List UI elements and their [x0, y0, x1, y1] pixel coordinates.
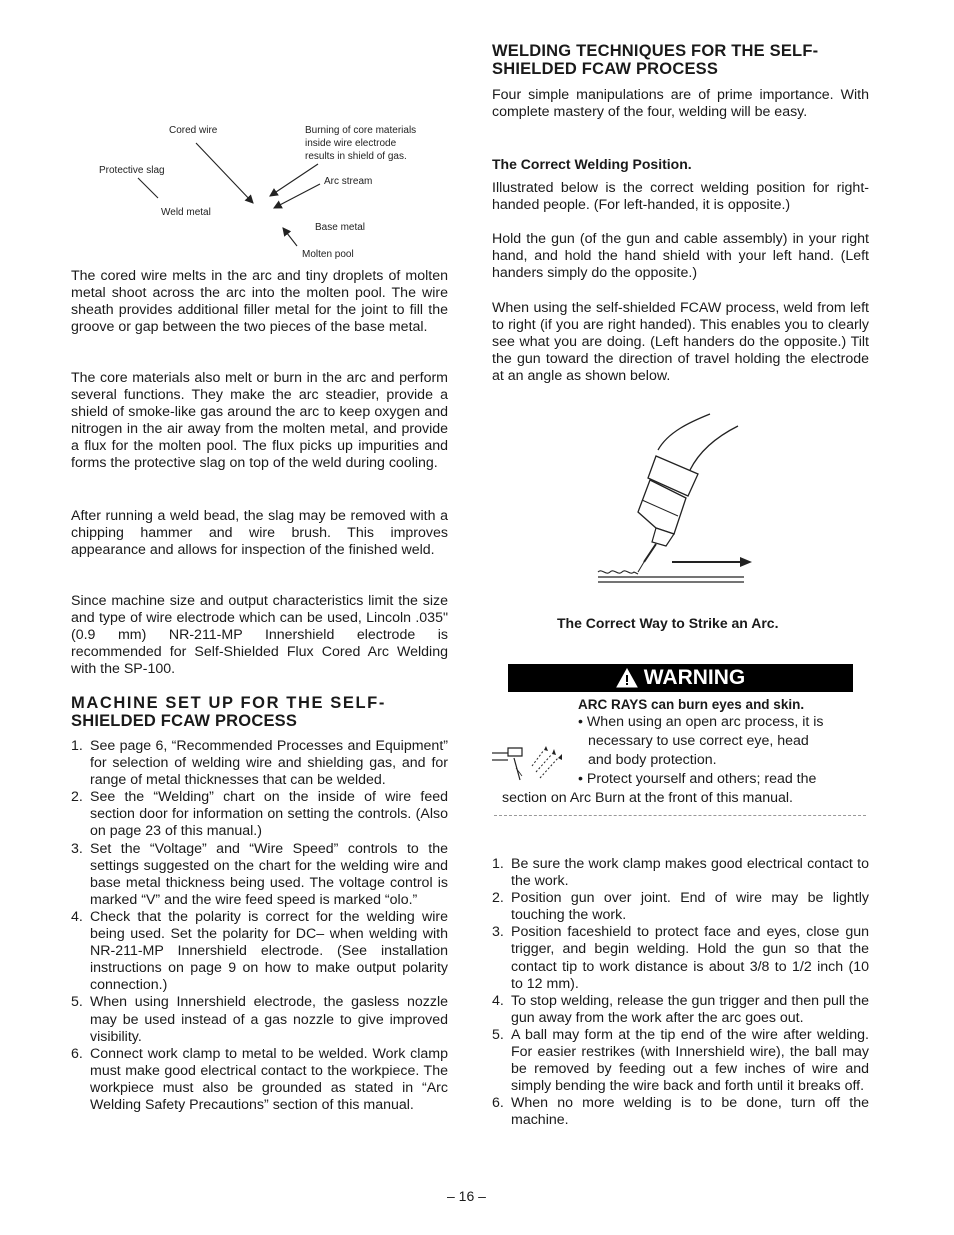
right-paragraph-2: Hold the gun (of the gun and cable assembly) in your right hand, and hold the hand shield with your left hand. (Left handers simply do the opposite.): [492, 231, 869, 282]
right-paragraph-3: When using the self-shielded FCAW process, weld from left to right (if you are right handed). This enables you to clearly see what you are doing. (Left handers do the opposite.) Tilt the gun toward the direction of travel holding the electrode at an angle as shown below.: [492, 300, 869, 385]
list-item: [492, 924, 869, 992]
list-item-text: Set the “Voltage” and “Wire Speed” controls to the settings suggested on the chart for the welding wire and base metal thickness being used. The voltage control is marked “V” and the wire feed speed is marked “olo.”: [90, 840, 448, 908]
label-protective-slag: Protective slag: [99, 165, 165, 176]
list-item-text: See the “Welding” chart on the inside of wire feed section door for information on setting the controls. (Also on page 23 of this manual.): [90, 789, 448, 840]
figure-caption: The Correct Way to Strike an Arc.: [557, 615, 779, 631]
label-base-metal: Base metal: [315, 222, 366, 233]
divider: [494, 815, 866, 816]
welding-techniques-heading-line2: SHIELDED FCAW PROCESS: [492, 60, 719, 78]
machine-setup-heading-line2: SHIELDED FCAW PROCESS: [71, 712, 298, 730]
list-item-text: When using Innershield electrode, the gasless nozzle may be used instead of a gas nozzle to give improved visibility.: [90, 994, 448, 1045]
list-item-text: When no more welding is to be done, turn off the machine.: [511, 1095, 869, 1129]
list-item: [492, 890, 869, 924]
list-item: [71, 789, 448, 840]
list-item-number: 4.: [71, 908, 83, 925]
fcaw-diagram: [0, 0, 460, 270]
list-item-text: Position faceshield to protect face and eyes, close gun trigger, and begin welding. Hold the gun so that the contact tip to work distance is about 3/8 to 1/2 inch (10 to 12 mm).: [511, 924, 869, 992]
list-item-number: 6.: [71, 1045, 83, 1062]
welding-techniques-heading-line1: WELDING TECHNIQUES FOR THE SELF-: [492, 42, 819, 60]
machine-setup-steps: [71, 738, 448, 1114]
correct-position-subheading: The Correct Welding Position.: [492, 156, 692, 172]
welding-techniques-heading: [492, 42, 818, 78]
label-burning-3: results in shield of gas.: [305, 151, 407, 162]
list-item: [71, 994, 448, 1045]
list-item: [71, 909, 448, 994]
list-item: [71, 738, 448, 789]
warning-title: WARNING: [643, 666, 746, 689]
arc-rays-icon: [492, 736, 574, 784]
list-item-text: A ball may form at the tip end of the wire after welding. For easier restrikes (with Innershield wire), the ball may be removed by feeding out a few inches of wire and simply bending the wire back and forth until it breaks off.: [511, 1026, 869, 1095]
label-molten-pool: Molten pool: [302, 249, 354, 260]
list-item-number: 4.: [492, 992, 504, 1009]
list-item-number: 5.: [492, 1026, 504, 1043]
list-item-number: 2.: [492, 890, 504, 907]
list-item-text: Position gun over joint. End of wire may be lightly touching the work.: [511, 890, 869, 924]
left-paragraph-4: Since machine size and output characteristics limit the size and type of wire electrode which can be used, Lincoln .035" (0.9 mm) NR-211-MP Innershield electrode is recommended for Self-Shielded Flux Cored Arc Welding with the SP-100.: [71, 593, 448, 678]
list-item-number: 2.: [71, 789, 83, 806]
machine-setup-heading-line1: MACHINE SET UP FOR THE SELF-: [71, 694, 386, 712]
left-paragraph-2: The core materials also melt or burn in the arc and perform several functions. They make the arc steadier, provide a shield of smoke-like gas around the arc to keep oxygen and nitrogen in the air away from the molten metal, and provide a flux for the molten pool. The flux picks up impurities and forms the protective slag on top of the weld during cooling.: [71, 370, 448, 472]
label-cored-wire: Cored wire: [169, 125, 218, 136]
list-item: [492, 993, 869, 1027]
list-item: [71, 1046, 448, 1114]
warning-bullet-1: • When using an open arc process, it is: [578, 714, 824, 730]
warning-bullet-2: • Protect yourself and others; read the: [578, 771, 817, 787]
warning-headline: ARC RAYS can burn eyes and skin.: [578, 697, 805, 712]
page-number: – 16 –: [447, 1188, 486, 1204]
list-item-text: Check that the polarity is correct for the welding wire being used. Set the polarity for DC– when welding with NR-211-MP Innershield electrode. (See installation instructions on page 9 on how to make output polarity connection.): [90, 908, 448, 994]
list-item: [492, 856, 869, 890]
list-item-text: See page 6, “Recommended Processes and Equipment” for selection of welding wire and shielding gas, and for range of metal thicknesses that can be welded.: [90, 738, 448, 789]
label-weld-metal: Weld metal: [161, 207, 211, 218]
list-item-number: 6.: [492, 1095, 504, 1112]
warning-bullet-2b: section on Arc Burn at the front of this manual.: [502, 790, 794, 806]
strike-arc-steps: [492, 856, 869, 1130]
left-paragraph-1: The cored wire melts in the arc and tiny droplets of molten metal shoot across the arc into the molten pool. The wire sheath provides additional filler metal for the joint to fill the groove or gap between the two pieces of the base metal.: [71, 268, 448, 336]
warning-bullet-1c: and body protection.: [588, 752, 717, 768]
list-item-number: 5.: [71, 994, 83, 1011]
list-item: [492, 1027, 869, 1095]
warning-banner: [508, 664, 853, 692]
label-burning-1: Burning of core materials: [305, 125, 417, 136]
machine-setup-heading: [71, 694, 386, 730]
right-intro: Four simple manipulations are of prime importance. With complete mastery of the four, welding will be easy.: [492, 87, 869, 121]
list-item-number: 3.: [71, 840, 83, 857]
welding-gun-illustration: [580, 412, 780, 592]
left-paragraph-3: After running a weld bead, the slag may be removed with a chipping hammer and wire brush. This improves appearance and allows for inspection of the finished weld.: [71, 508, 448, 559]
list-item-text: Connect work clamp to metal to be welded. Work clamp must make good electrical contact to the workpiece. The workpiece must also be grounded as stated in “Arc Welding Safety Precautions” section of this manual.: [90, 1045, 448, 1113]
label-arc-stream: Arc stream: [324, 176, 373, 187]
label-burning-2: inside wire electrode: [305, 138, 397, 149]
warning-bullet-1b: necessary to use correct eye, head: [588, 733, 809, 749]
right-paragraph-1: Illustrated below is the correct welding position for right-handed people. (For left-handed, it is opposite.): [492, 180, 869, 214]
list-item: [71, 841, 448, 909]
list-item-number: 1.: [71, 738, 83, 754]
warning-triangle-icon: [616, 668, 638, 688]
list-item-number: 1.: [492, 856, 504, 872]
list-item-number: 3.: [492, 924, 504, 941]
diagram-arrows: [0, 0, 460, 270]
list-item: [492, 1095, 869, 1129]
list-item-text: To stop welding, release the gun trigger and then pull the gun away from the work after the arc goes out.: [511, 992, 869, 1026]
list-item-text: Be sure the work clamp makes good electrical contact to the work.: [511, 856, 869, 890]
